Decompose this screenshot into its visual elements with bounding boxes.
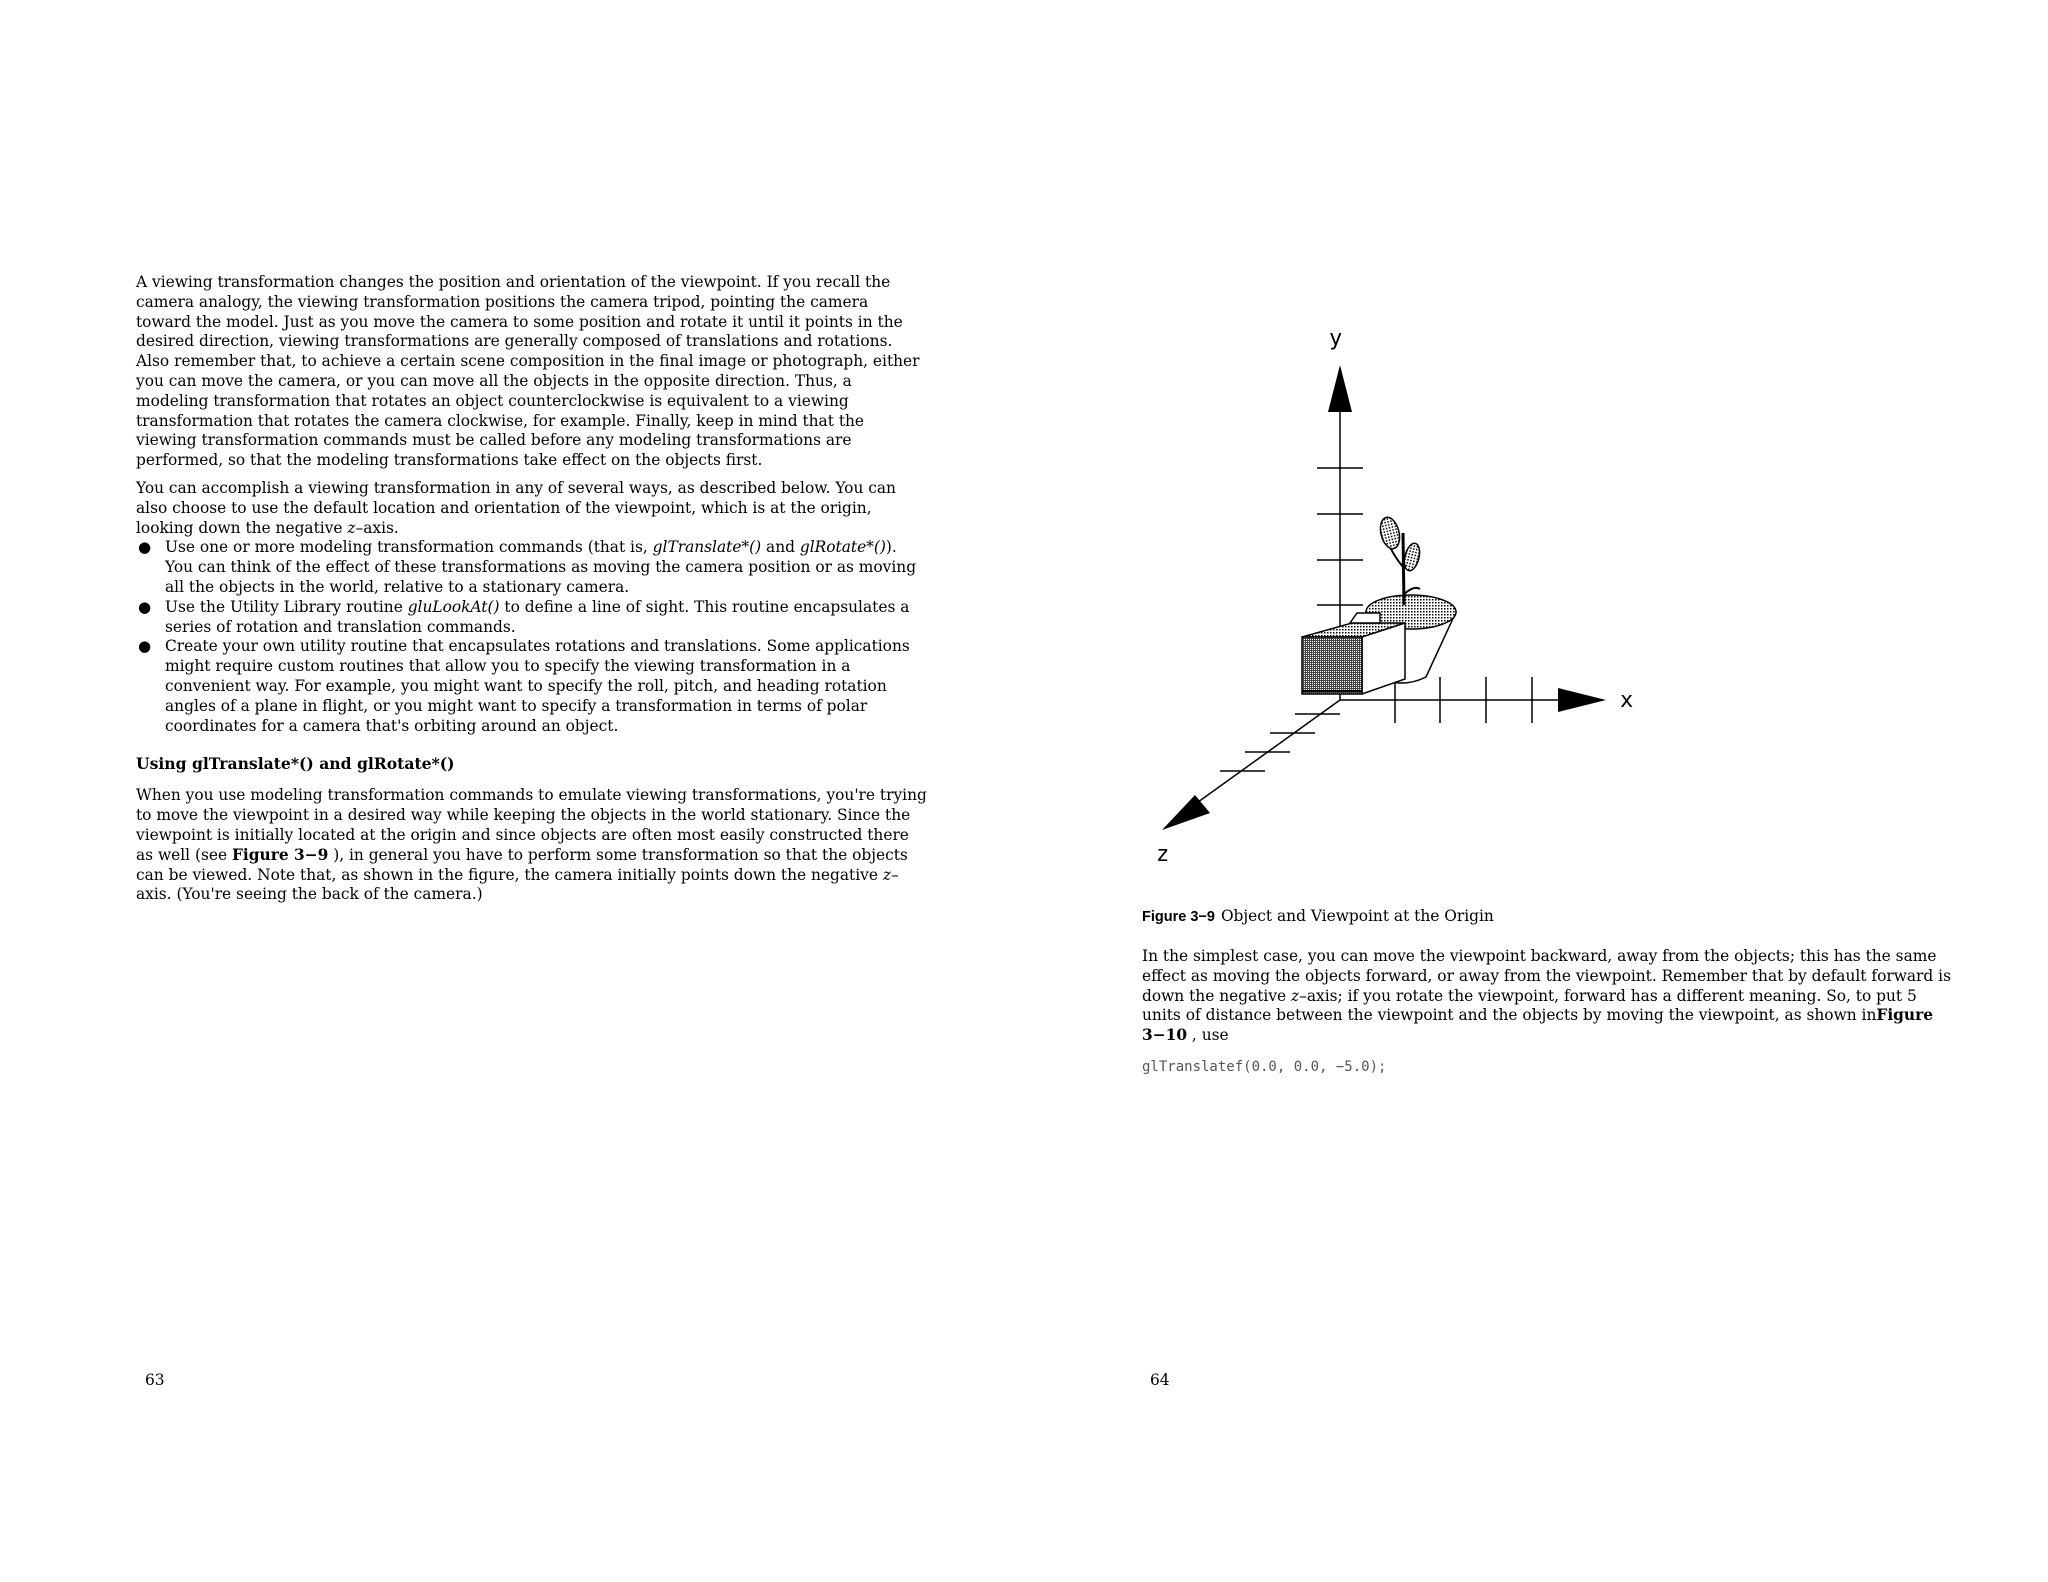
figure-label: Figure 3−9 — [1142, 909, 1215, 925]
z-axis-label: z — [1156, 842, 1170, 865]
section-heading: Using glTranslate*() and glRotate*() — [136, 754, 455, 774]
bullet-icon: ● — [138, 637, 152, 656]
list-item: ● Create your own utility routine that encapsulates rotations and translations. Some applications might require custom routines that allow you to specify the viewing transformation in a convenient way. For example, you might want to specify the roll, pitch, and heading rotation angles of a plane in flight, or you might want to specify a transformation in terms of polar coordinates for a camera that's orbiting around an object. — [138, 637, 910, 735]
page-number: 63 — [145, 1371, 165, 1389]
bullet-list — [136, 538, 928, 736]
paragraph-modeling-commands: When you use modeling transformation commands to emulate viewing transformations, you're trying to move the viewpoint in a desired way while keeping the objects in the world stationary. Since the viewpoint is initially located at the origin and since objects are often most easily constructed there as well (see Figure 3−9 ), in general you have to perform some transformation so that the objects can be viewed. Note that, as shown in the figure, the camera initially points down the negative z–axis. (You're seeing the back of the camera.) — [136, 786, 927, 904]
figure-caption — [1142, 906, 1494, 927]
right-text-column — [1142, 947, 1954, 1078]
x-axis-arrow-icon — [1558, 688, 1606, 712]
x-axis-label: x — [1620, 688, 1634, 713]
z-axis — [1156, 700, 1340, 865]
bullet-icon: ● — [138, 538, 152, 557]
figure-reference-link[interactable]: Figure 3−9 — [232, 845, 329, 864]
code-snippet: glTranslatef(0.0, 0.0, −5.0); — [1142, 1058, 1387, 1075]
paragraph-simplest-case: In the simplest case, you can move the viewpoint backward, away from the objects; this has the same effect as moving the objects forward, or away from the viewpoint. Remember that by default forward is down the negative z–axis; if you rotate the viewpoint, forward has a different meaning. So, to put 5 units of distance between the viewpoint and the objects by moving the viewpoint, as shown inFigure 3−10 , use — [1142, 947, 1951, 1045]
bullet-icon: ● — [138, 597, 152, 616]
page-number: 64 — [1150, 1371, 1170, 1389]
right-page — [1024, 0, 2048, 1582]
y-axis-label: y — [1329, 326, 1343, 351]
z-axis-arrow-icon — [1162, 795, 1210, 830]
paragraph-viewing-transformation: A viewing transformation changes the position and orientation of the viewpoint. If you recall the camera analogy, the viewing transformation positions the camera tripod, pointing the camera toward the model. Just as you move the camera to some position and rotate it until it points in the desired direction, viewing transformations are generally composed of translations and rotations. Also remember that, to achieve a certain scene composition in the final image or photograph, either you can move the camera, or you can move all the objects in the opposite direction. Thus, a modeling transformation that rotates an object counterclockwise is equivalent to a viewing transformation that rotates the camera clockwise, for example. Finally, keep in mind that the viewing transformation commands must be called before any modeling transformations are performed, so that the modeling transformations take effect on the objects first. — [136, 273, 920, 470]
figure-reference-link[interactable]: Figure 3−10 — [1142, 1006, 1934, 1045]
figure-caption-text: Object and Viewpoint at the Origin — [1220, 907, 1494, 925]
y-axis-arrow-icon — [1328, 365, 1352, 412]
left-text-column — [136, 273, 928, 913]
list-item: ● Use one or more modeling transformation commands (that is, glTranslate*() and glRotate*()). You can think of the effect of these transformations as moving the camera position or as moving all the objects in the world, relative to a stationary camera. — [138, 538, 917, 596]
figure-object-viewpoint — [1150, 305, 1740, 865]
paragraph-ways: You can accomplish a viewing transformation in any of several ways, as described below. You can also choose to use the default location and orientation of the viewpoint, which is at the origin, looking down the negative z–axis. — [136, 478, 896, 537]
camera-icon — [1302, 613, 1405, 694]
list-item: ● Use the Utility Library routine gluLookAt() to define a line of sight. This routine encapsulates a series of rotation and translation commands. — [138, 597, 910, 636]
